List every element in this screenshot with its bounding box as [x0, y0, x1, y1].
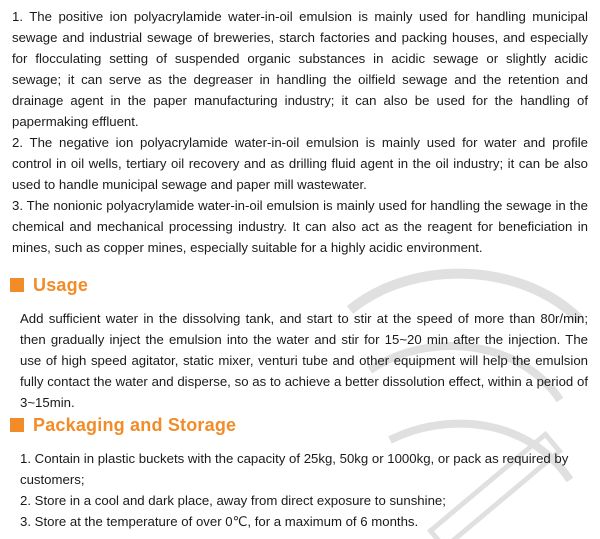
list-item-text: The nonionic polyacrylamide water-in-oil emulsion is mainly used for handling the sewage in the chemical and mechanical processing industry. It can also act as the reagent for beneficiation in mines, such as copper mines, especially suitable for a highly acidic environment. — [12, 198, 588, 255]
list-item — [12, 6, 588, 132]
list-item-text: Store at the temperature of over 0℃, for a maximum of 6 months. — [34, 514, 419, 529]
packaging-list — [20, 448, 576, 532]
usage-paragraph: Add sufficient water in the dissolving tank, and start to stir at the speed of more than 80r/min; then gradually inject the emulsion into the water and stir for 15~20 min after the injection. The use of high speed agitator, static mixer, venturi tube and other equipment will help the emulsion fully contact the water and disperse, so as to achieve a better dissolution effect, within a period of 3~15min. — [20, 311, 588, 410]
list-item-text: The positive ion polyacrylamide water-in-oil emulsion is mainly used for handling municipal sewage and industrial sewage of breweries, starch factories and packing houses, and especially for flocculating setting of suspended organic substances in acidic sewage or slightly acidic sewage; it can serve as the degreaser in handling the oilfield sewage and the retention and drainage agent in the paper manufacturing industry; it can also be used for the handling of papermaking effluent. — [12, 9, 588, 129]
section-heading-text: Usage — [33, 274, 89, 295]
list-item-number: 1. — [12, 9, 30, 24]
list-item-number: 2. — [12, 135, 30, 150]
list-item — [12, 132, 588, 195]
list-item-number: 2. — [20, 493, 35, 508]
list-item-number: 3. — [12, 198, 27, 213]
list-item — [12, 195, 588, 258]
section-heading-packaging — [10, 414, 236, 436]
section-square-icon — [10, 278, 24, 292]
list-item-text: The negative ion polyacrylamide water-in-oil emulsion is mainly used for water and profile control in oil wells, tertiary oil recovery and as drilling fluid agent in the oil industry; it can be also used to handle municipal sewage and paper mill wastewater. — [12, 135, 588, 192]
section-heading-text: Packaging and Storage — [33, 414, 237, 435]
list-item-number: 3. — [20, 514, 35, 529]
list-item — [20, 511, 576, 532]
list-item — [20, 448, 576, 490]
list-item — [20, 490, 576, 511]
section-square-icon — [10, 418, 24, 432]
list-item-text: Store in a cool and dark place, away from direct exposure to sunshine; — [34, 493, 446, 508]
list-item-text: Contain in plastic buckets with the capacity of 25kg, 50kg or 1000kg, or pack as required by customers; — [20, 451, 569, 487]
section-heading-usage — [10, 274, 88, 296]
list-item-number: 1. — [20, 451, 35, 466]
applications-list — [12, 6, 588, 258]
